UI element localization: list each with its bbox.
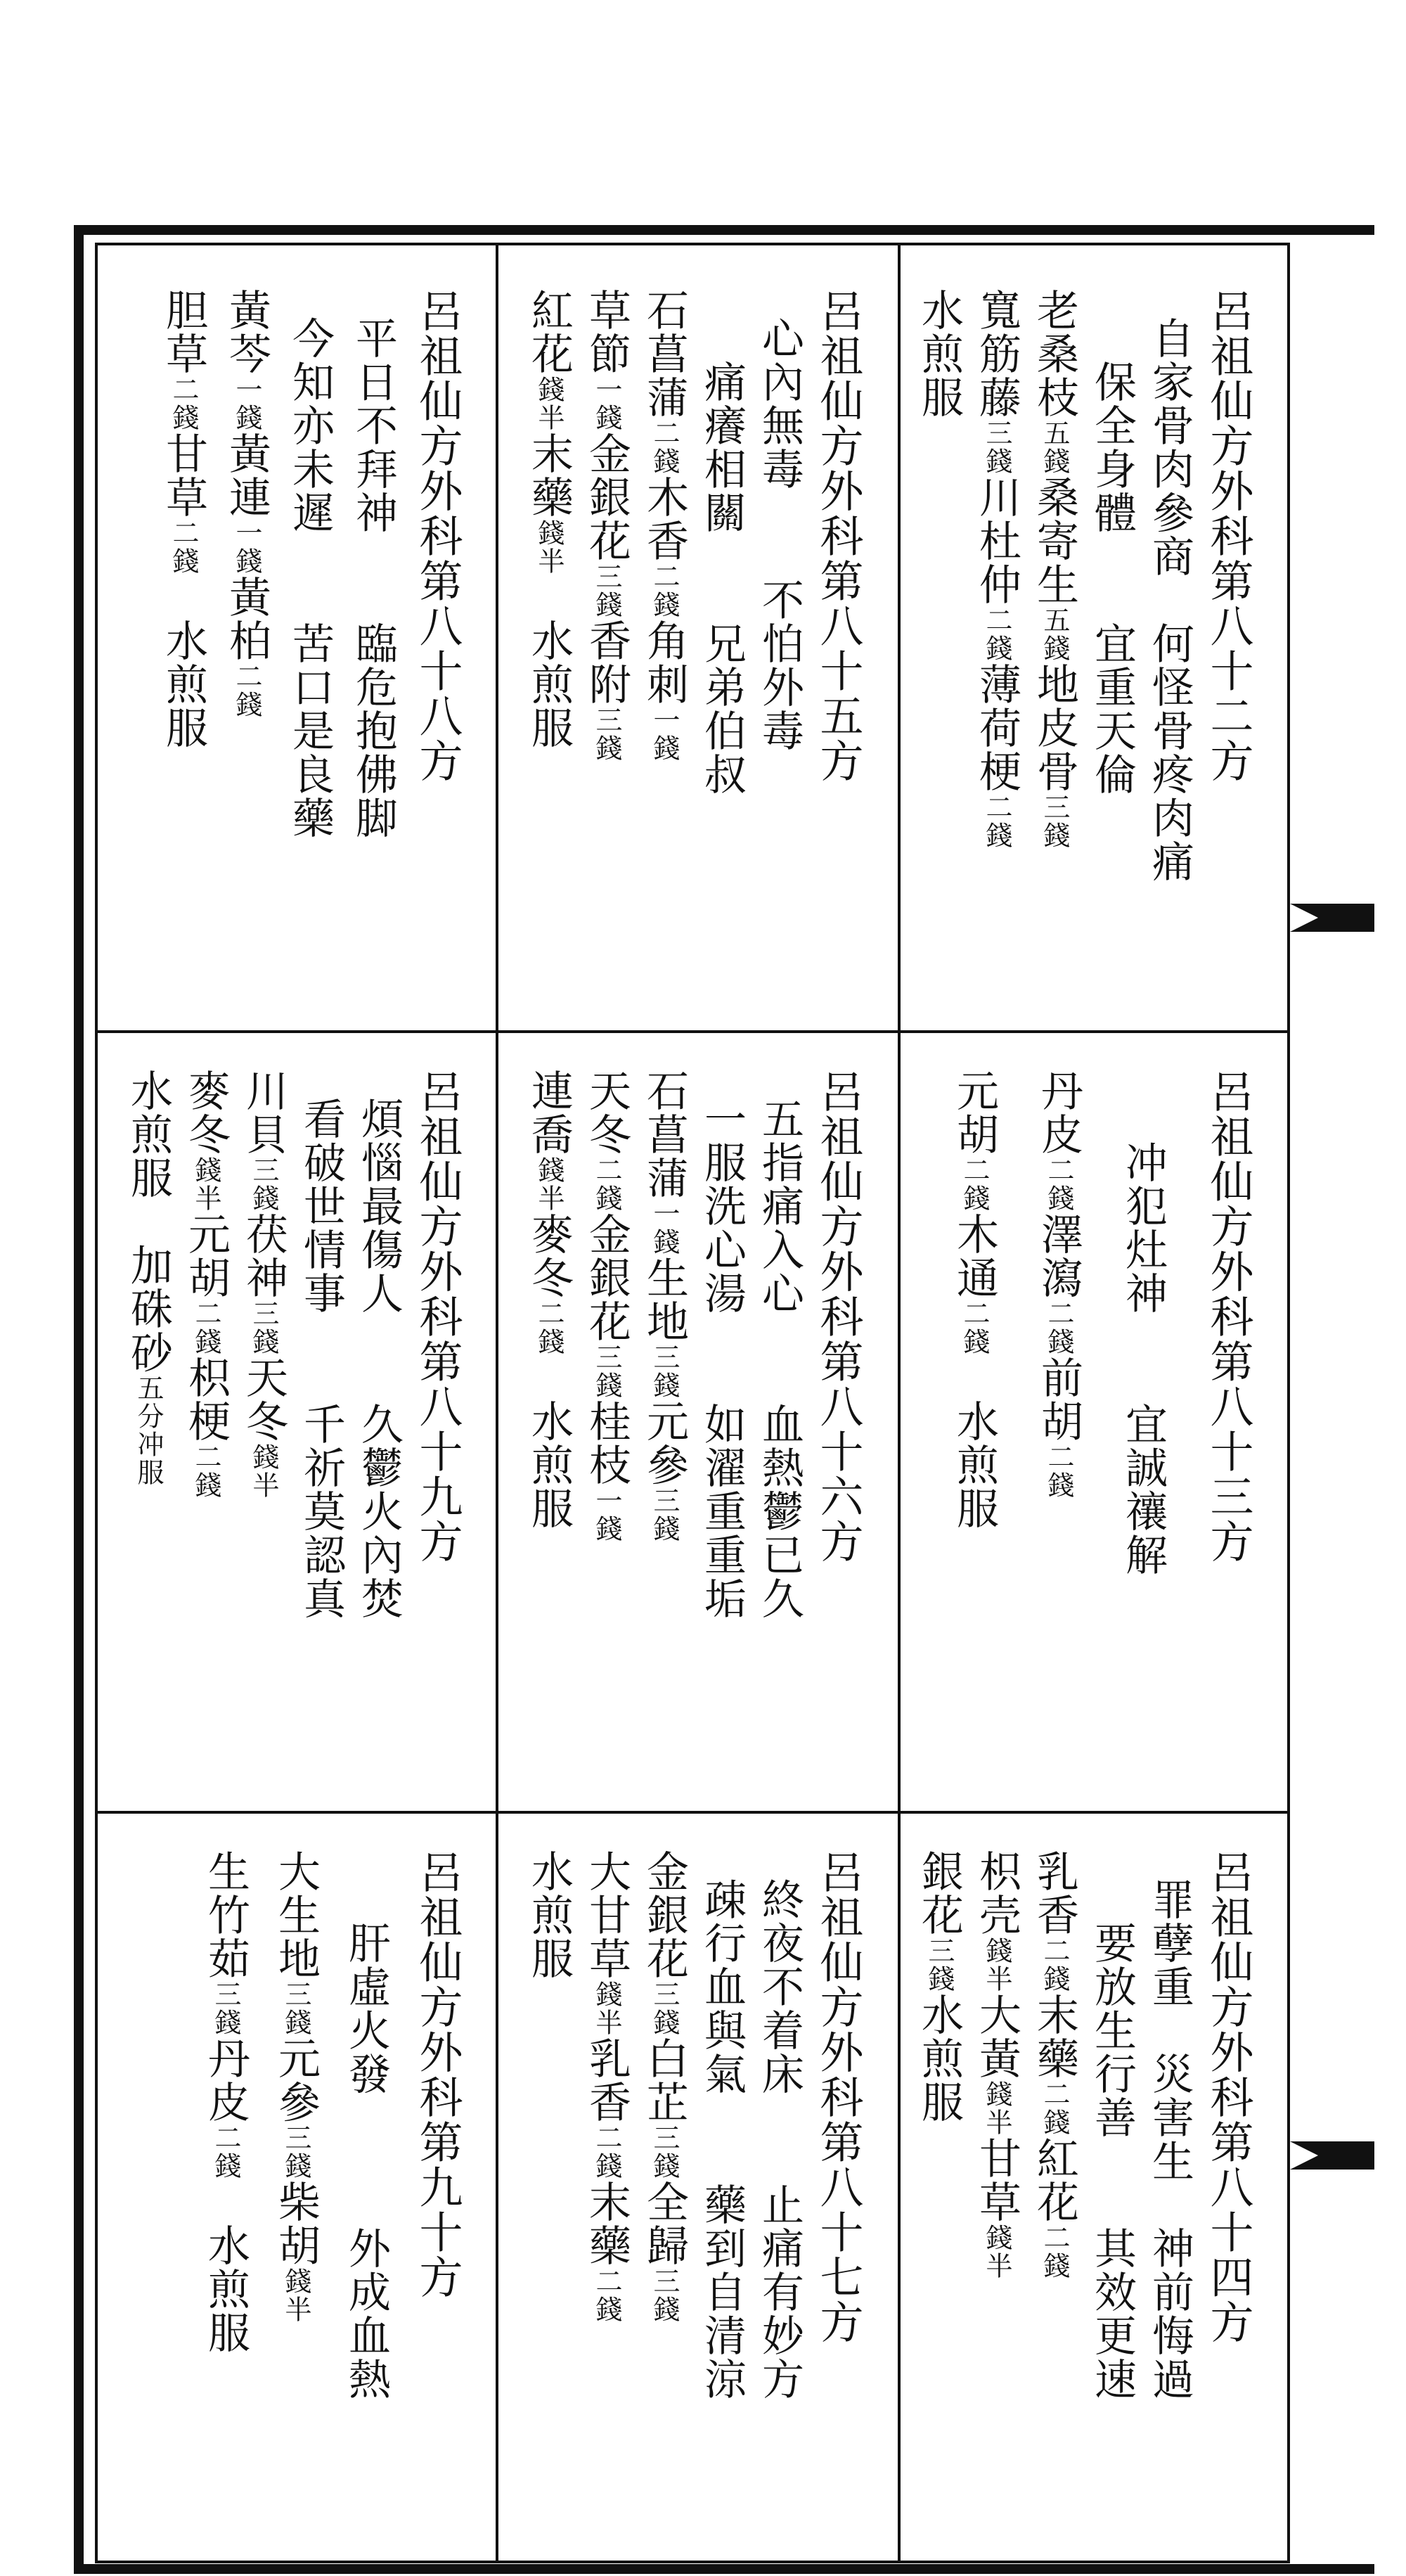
column-text: 乳香	[1030, 1850, 1079, 1937]
panel-86	[506, 1048, 889, 1807]
panel-88-title-column	[412, 288, 463, 783]
column-text: 全歸	[640, 2180, 689, 2267]
dosage-text: 錢半	[981, 2224, 1012, 2280]
dosage-text: 二錢	[649, 419, 680, 475]
column-text: 木香	[640, 475, 689, 563]
column-text: 呂祖仙方外科第八十七方	[813, 1850, 864, 2345]
dosage-text: 錢半	[280, 2267, 311, 2324]
column-text: 冲犯灶神 宜誠禳解	[1118, 1097, 1168, 1577]
dosage-text: 錢半	[534, 376, 565, 432]
dosage-text: 二錢	[981, 793, 1012, 850]
panel-87-herb-column	[640, 1850, 689, 2324]
dosage-text: 三錢	[924, 1937, 955, 1993]
panel-84-herb-column	[972, 1850, 1021, 2280]
fish-tail-marker-upper-icon	[1290, 904, 1374, 932]
panel-90-verse-column	[342, 1878, 391, 2401]
dosage-text: 三錢	[981, 419, 1012, 475]
column-text: 元胡	[950, 1069, 999, 1156]
column-text: 看破世情事 千祈莫認真	[297, 1097, 346, 1620]
dosage-text: 錢半	[591, 1980, 622, 2037]
panel-83-title-column	[1203, 1069, 1254, 1564]
column-text: 今知亦未遲 苦口是良藥	[285, 316, 335, 840]
page-margin-strip	[1290, 243, 1388, 2563]
column-text: 石菖蒲	[640, 1069, 689, 1200]
column-text: 疎行血與氣 藥到自清涼	[697, 1878, 747, 2401]
column-text: 水煎服	[159, 575, 208, 750]
column-text: 桑寄生	[1030, 475, 1079, 606]
column-text: 川貝	[239, 1069, 288, 1156]
column-text: 黃柏	[222, 575, 271, 662]
column-text: 老桑枝	[1030, 288, 1079, 419]
column-text: 黃芩	[222, 288, 271, 376]
column-text: 甘草	[972, 2136, 1021, 2224]
dosage-text: 一錢	[649, 1200, 680, 1256]
column-text: 枳壳	[972, 1850, 1021, 1937]
column-text: 水煎服	[201, 2180, 250, 2354]
panel-86-herb-column	[640, 1069, 689, 1543]
column-text: 丹皮	[201, 2037, 250, 2124]
dosage-text: 三錢	[280, 2124, 311, 2180]
panel-82-herb-column	[1030, 288, 1079, 850]
panel-84-verse-column	[1088, 1878, 1137, 2401]
panel-89-title-column	[412, 1069, 463, 1564]
column-text: 麥冬	[524, 1212, 574, 1300]
column-text: 紅花	[1030, 2136, 1079, 2224]
panel-89-herb-column	[181, 1069, 231, 1499]
panel-86-title-column	[813, 1069, 864, 1564]
column-text: 水煎服	[950, 1356, 999, 1530]
column-text: 澤瀉	[1034, 1212, 1083, 1300]
column-text: 水煎服	[524, 1356, 574, 1530]
dosage-text: 三錢	[649, 1980, 680, 2037]
dosage-text: 二錢	[210, 2124, 241, 2180]
column-text: 水煎服	[915, 288, 964, 419]
dosage-text: 二錢	[959, 1156, 990, 1212]
dosage-text: 二錢	[981, 606, 1012, 662]
column-text: 地皮骨	[1030, 662, 1079, 793]
column-text: 麥冬	[181, 1069, 231, 1156]
column-text: 末藥	[524, 432, 574, 519]
column-text: 角刺	[640, 619, 689, 706]
column-text: 生竹茹	[201, 1850, 250, 1980]
dosage-text: 二錢	[591, 2124, 622, 2180]
dosage-text: 錢半	[981, 2080, 1012, 2136]
dosage-text: 二錢	[591, 2267, 622, 2324]
panel-84-herb-column	[915, 1850, 964, 2124]
panel-87-verse-column	[697, 1878, 747, 2401]
panel-82-herb-column	[915, 288, 964, 419]
column-text: 元參	[640, 1399, 689, 1487]
dosage-text: 一錢	[649, 706, 680, 762]
dosage-text: 三錢	[1039, 793, 1070, 850]
column-text: 呂祖仙方外科第八十三方	[1203, 1069, 1254, 1564]
column-text: 寬筋藤	[972, 288, 1021, 419]
dosage-text: 三錢	[649, 1487, 680, 1543]
panel-83-herb-column	[1034, 1069, 1083, 1499]
grid-divider-vertical-left	[496, 243, 498, 2563]
panel-87-title-column	[813, 1850, 864, 2345]
panel-90	[105, 1828, 489, 2560]
dosage-text: 二錢	[959, 1300, 990, 1356]
column-text: 金銀花	[582, 1212, 631, 1343]
grid-divider-horizontal-bottom	[95, 1811, 1290, 1814]
column-text: 末藥	[582, 2180, 631, 2267]
panel-82-verse-column	[1145, 316, 1194, 883]
panel-87	[506, 1828, 889, 2560]
column-text: 要放生行善 其效更速	[1088, 1878, 1137, 2401]
dosage-text: 錢半	[248, 1443, 279, 1499]
column-text: 金銀花	[582, 432, 631, 563]
column-text: 水煎服	[915, 1993, 964, 2124]
column-text: 生地	[640, 1256, 689, 1343]
column-text: 末藥	[1030, 1993, 1079, 2080]
dosage-text: 二錢	[1043, 1156, 1074, 1212]
column-text: 元胡	[181, 1212, 231, 1300]
column-text: 呂祖仙方外科第八十四方	[1203, 1850, 1254, 2345]
dosage-text: 五錢	[1039, 419, 1070, 475]
panel-88-herb-column	[159, 288, 208, 750]
panel-88	[105, 267, 489, 1027]
panel-88-verse-column	[285, 316, 335, 840]
column-text: 黃連	[222, 432, 271, 519]
column-text: 桂枝	[582, 1399, 631, 1487]
dosage-text: 三錢	[280, 1980, 311, 2037]
column-text: 自家骨肉參商 何怪骨疼肉痛	[1145, 316, 1194, 883]
panel-90-herb-column	[271, 1850, 321, 2324]
dosage-text: 二錢	[649, 563, 680, 619]
panel-83-verse-column	[1118, 1097, 1168, 1577]
dosage-text: 三錢	[248, 1156, 279, 1212]
dosage-text: 三錢	[210, 1980, 241, 2037]
dosage-text: 二錢	[1043, 1300, 1074, 1356]
dosage-text: 三錢	[649, 2267, 680, 2324]
panel-84-title-column	[1203, 1850, 1254, 2345]
panel-85-herb-column	[582, 288, 631, 762]
column-text: 水煎服	[524, 1850, 574, 1980]
dosage-text: 二錢	[1039, 2224, 1070, 2280]
column-text: 連喬	[524, 1069, 574, 1156]
panel-89-verse-column	[297, 1097, 346, 1620]
column-text: 薄荷梗	[972, 662, 1021, 793]
dosage-text: 五錢	[1039, 606, 1070, 662]
column-text: 草節	[582, 288, 631, 376]
panel-86-herb-column	[582, 1069, 631, 1543]
panel-86-verse-column	[755, 1097, 804, 1620]
panel-82-herb-column	[972, 288, 1021, 850]
column-text: 大黃	[972, 1993, 1021, 2080]
column-text: 丹皮	[1034, 1069, 1083, 1156]
column-text: 白芷	[640, 2037, 689, 2124]
dosage-text: 二錢	[231, 662, 262, 719]
dosage-text: 三錢	[591, 706, 622, 762]
column-text: 金銀花	[640, 1850, 689, 1980]
column-text: 前胡	[1034, 1356, 1083, 1443]
panel-82-verse-column	[1088, 316, 1137, 796]
column-text: 大甘草	[582, 1850, 631, 1980]
panel-82-title-column	[1203, 288, 1254, 783]
dosage-text: 三錢	[591, 1343, 622, 1399]
column-text: 呂祖仙方外科第八十八方	[412, 288, 463, 783]
dosage-text: 三錢	[649, 2124, 680, 2180]
column-text: 天冬	[239, 1356, 288, 1443]
dosage-text: 二錢	[168, 376, 199, 432]
column-text: 石菖蒲	[640, 288, 689, 419]
column-text: 罪孽重 災害生 神前悔過	[1145, 1878, 1194, 2401]
dosage-text: 二錢	[1039, 1937, 1070, 1993]
panel-84-verse-column	[1145, 1878, 1194, 2401]
panel-82	[907, 267, 1279, 1027]
column-text: 終夜不着床 止痛有妙方	[755, 1878, 804, 2401]
dosage-text: 五分冲服	[133, 1374, 164, 1487]
column-text: 平日不拜神 臨危抱佛脚	[349, 316, 398, 840]
column-text: 呂祖仙方外科第八十五方	[813, 288, 864, 783]
column-text: 紅花	[524, 288, 574, 376]
dosage-text: 二錢	[1043, 1443, 1074, 1499]
grid-divider-horizontal-top	[95, 1030, 1290, 1033]
grid-divider-vertical-right	[898, 243, 901, 2563]
dosage-text: 三錢	[591, 563, 622, 619]
panel-84	[907, 1828, 1279, 2560]
column-text: 枳梗	[181, 1356, 231, 1443]
column-text: 水煎服	[524, 575, 574, 750]
column-text: 呂祖仙方外科第九十方	[412, 1850, 463, 2300]
panel-87-herb-column	[582, 1850, 631, 2324]
column-text: 香附	[582, 619, 631, 706]
panel-87-herb-column	[524, 1850, 574, 1980]
dosage-text: 一錢	[231, 376, 262, 432]
column-text: 胆草	[159, 288, 208, 376]
panel-88-verse-column	[349, 316, 398, 840]
column-text: 呂祖仙方外科第八十九方	[412, 1069, 463, 1564]
column-text: 木通	[950, 1212, 999, 1300]
column-text: 水煎服 加硃砂	[124, 1069, 173, 1374]
dosage-text: 二錢	[191, 1443, 221, 1499]
column-text: 一服洗心湯 如濯重重垢	[697, 1097, 747, 1620]
dosage-text: 錢半	[534, 519, 565, 575]
column-text: 保全身體 宜重天倫	[1088, 316, 1137, 796]
dosage-text: 錢半	[534, 1156, 565, 1212]
dosage-text: 二錢	[191, 1300, 221, 1356]
dosage-text: 二錢	[1039, 2080, 1070, 2136]
column-text: 茯神	[239, 1212, 288, 1300]
panel-89-herb-column	[124, 1069, 173, 1487]
column-text: 心內無毒 不怕外毒	[755, 316, 804, 752]
column-text: 川杜仲	[972, 475, 1021, 606]
dosage-text: 一錢	[231, 519, 262, 575]
panel-90-herb-column	[201, 1850, 250, 2354]
panel-85-title-column	[813, 288, 864, 783]
column-text: 天冬	[582, 1069, 631, 1156]
dosage-text: 錢半	[191, 1156, 221, 1212]
panel-85-herb-column	[524, 288, 574, 750]
column-text: 煩惱最傷人 久鬱火內焚	[354, 1097, 404, 1620]
column-text: 痛癢相關 兄弟伯叔	[697, 316, 747, 796]
column-text: 甘草	[159, 432, 208, 519]
panel-89-herb-column	[239, 1069, 288, 1499]
column-text: 乳香	[582, 2037, 631, 2124]
dosage-text: 錢半	[981, 1937, 1012, 1993]
dosage-text: 三錢	[248, 1300, 279, 1356]
column-text: 五指痛入心 血熱鬱已久	[755, 1097, 804, 1620]
column-text: 大生地	[271, 1850, 321, 1980]
panel-86-verse-column	[697, 1097, 747, 1620]
dosage-text: 一錢	[591, 376, 622, 432]
panel-85-herb-column	[640, 288, 689, 762]
column-text: 元參	[271, 2037, 321, 2124]
panel-83	[907, 1048, 1279, 1807]
fish-tail-marker-lower-icon	[1290, 2141, 1374, 2170]
dosage-text: 三錢	[649, 1343, 680, 1399]
dosage-text: 二錢	[591, 1156, 622, 1212]
panel-84-herb-column	[1030, 1850, 1079, 2280]
dosage-text: 二錢	[168, 519, 199, 575]
dosage-text: 二錢	[534, 1300, 565, 1356]
panel-88-herb-column	[222, 288, 271, 719]
panel-85	[506, 267, 889, 1027]
dosage-text: 一錢	[591, 1487, 622, 1543]
column-text: 呂祖仙方外科第八十六方	[813, 1069, 864, 1564]
column-text: 肝虛火發 外成血熱	[342, 1878, 391, 2401]
column-text: 柴胡	[271, 2180, 321, 2267]
column-text: 呂祖仙方外科第八十二方	[1203, 288, 1254, 783]
panel-89	[105, 1048, 489, 1807]
panel-89-verse-column	[354, 1097, 404, 1620]
panel-90-title-column	[412, 1850, 463, 2300]
column-text: 銀花	[915, 1850, 964, 1937]
panel-85-verse-column	[697, 316, 747, 796]
panel-86-herb-column	[524, 1069, 574, 1530]
panel-87-verse-column	[755, 1878, 804, 2401]
panel-85-verse-column	[755, 316, 804, 752]
panel-83-herb-column	[950, 1069, 999, 1530]
